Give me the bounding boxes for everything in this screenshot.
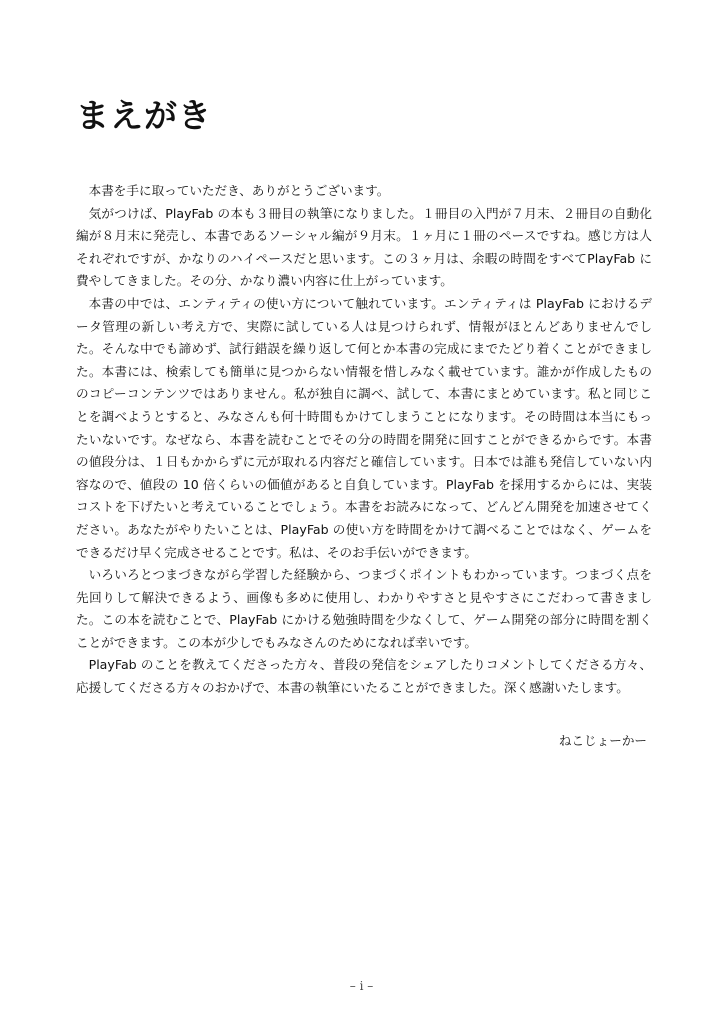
paragraph: PlayFab のことを教えてくださった方々、普段の発信をシェアしたりコメントしてくださる方々、応援してくださる方々のおかげで、本書の執筆にいたることができました。深く感謝いたします。 bbox=[76, 657, 652, 696]
paragraph: 本書の中では、エンティティの使い方について触れています。エンティティは PlayFab におけるデータ管理の新しい考え方で、実際に試している人は見つけられず、情報がほとんどありませんでした。そんな中でも諦めず、試行錯誤を繰り返して何とか本書の完成にまでたどり着くことができました。本書には、検索しても簡単に見つからない情報を惜しみなく載せています。誰かが作成したもののコピーコンテンツではありません。私が独自に調べ、試して、本書にまとめています。私と同じことを調べようとすると、みなさんも何十時間もかけてしまうことになります。その時間は本当にもったいないです。なぜなら、本書を読むことでその分の時間を開発に回すことができるからです。本書の値段分は、１日もかからずに元が取れる内容だと確信しています。日本では誰も発信していない内容なので、値段の 10 倍くらいの価値があると自負しています。PlayFab を採用するからには、実装コストを下げたいと考えていることでしょう。本書をお読みになって、どんどん開発を加速させてください。あなたがやりたいことは、PlayFab の使い方を時間をかけて調べることではなく、ゲームをできるだけ早く完成させることです。私は、そのお手伝いができます。 bbox=[76, 295, 652, 560]
paragraph: 気がつけば、PlayFab の本も３冊目の執筆になりました。１冊目の入門が７月末、２冊目の自動化編が８月末に発売し、本書であるソーシャル編が９月末。１ヶ月に１冊のペースですね。感じ方は人それぞれですが、かなりのハイペースだと思います。この３ヶ月は、余暇の時間をすべてPlayFab に費やしてきました。その分、かなり濃い内容に仕上がっています。 bbox=[76, 205, 652, 289]
preface-body bbox=[76, 180, 652, 700]
paragraph: 本書を手に取っていただき、ありがとうございます。 bbox=[88, 183, 390, 198]
page-title: まえがき bbox=[76, 96, 212, 135]
paragraph: いろいろとつまづきながら学習した経験から、つまづくポイントもわかっています。つまづく点を先回りして解決できるよう、画像も多めに使用し、わかりやすさと見やすさにこだわって書きました。この本を読むことで、PlayFab にかける勉強時間を少なくして、ゲーム開発の部分に時間を割くことができます。この本が少しでもみなさんのためになれば幸いです。 bbox=[76, 567, 652, 650]
page-number: – i – bbox=[349, 979, 374, 993]
author-signature: ねこじょーかー bbox=[558, 733, 647, 748]
